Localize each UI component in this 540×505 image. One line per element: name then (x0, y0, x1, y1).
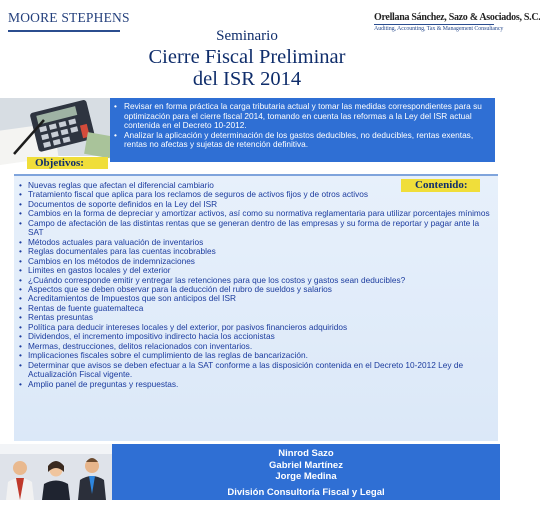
people-image (0, 444, 112, 500)
speaker-name: Ninrod Sazo (278, 448, 334, 459)
content-item: • Rentas de fuente guatemalteca (18, 304, 496, 313)
content-item: • Aspectos que se deben observar para la deducción del rubro de sueldos y salarios (18, 285, 496, 294)
objectives-label: Objetivos: (27, 157, 108, 169)
content-item: • Política para deducir intereses locales y del exterior, por pasivos financieros adquiridos (18, 323, 496, 332)
objective-item: • Analizar la aplicación y determinación de los gastos deducibles, no deducibles, rentas exentas, rentas no afectas y sujetas de retención definitiva. (114, 131, 489, 150)
seminar-kicker: Seminario (216, 28, 278, 44)
content-item: • Limites en gastos locales y del exterior (18, 266, 496, 275)
firm-logo (374, 12, 540, 32)
content-item: • Nuevas reglas que afectan el diferencial cambiario (18, 181, 496, 190)
contents-list (18, 181, 496, 389)
content-item: • Amplio panel de preguntas y respuestas. (18, 380, 496, 389)
content-item: • Cambios en los métodos de indemnizaciones (18, 257, 496, 266)
firm-tagline: Auditing, Accounting, Tax & Management Consultancy (374, 26, 504, 32)
content-item: • Rentas presuntas (18, 313, 496, 322)
content-item: • Métodos actuales para valuación de inventarios (18, 238, 496, 247)
speaker-name: Jorge Medina (275, 471, 337, 482)
speaker-name: Gabriel Martínez (269, 459, 343, 471)
logo-left-text: MOORE STEPHENS (8, 10, 130, 25)
content-item: • Documentos de soporte definidos en la Ley del ISR (18, 200, 496, 209)
contents-label: Contenido: (401, 179, 480, 192)
division-label: División Consultoría Fiscal y Legal (227, 487, 385, 498)
calculator-illustration (0, 98, 110, 156)
speakers-list (112, 444, 500, 483)
page-title-line2: del ISR 2014 (192, 68, 302, 90)
content-item: • Implicaciones fiscales sobre el cumplimiento de las reglas de bancarización. (18, 351, 496, 360)
calculator-image (0, 98, 110, 156)
objective-item: • Revisar en forma práctica la carga tributaria actual y tomar las medidas correspondientes para su optimización para el cierre fiscal 2014, tomando en cuenta las reformas a la Ley del ISR actual contenida en el Decreto 10-2012. (114, 102, 489, 131)
content-item: • Cambios en la forma de depreciar y amortizar activos, así como su normativa reglamentaria para utilizar porcentajes mínimos (18, 209, 496, 218)
content-item: • ¿Cuándo corresponde emitir y entregar las retenciones para que los costos y gastos sean deducibles? (18, 276, 496, 285)
objectives-list (114, 102, 489, 150)
content-item: • Determinar que avisos se deben efectuar a la SAT conforme a las disposición contenida en el Decreto 10-2012 Ley de Actualización Fiscal vigente. (18, 361, 496, 380)
people-illustration (0, 444, 112, 500)
title-block (120, 26, 374, 90)
content-item: • Mermas, destrucciones, delitos relacionados con inventarios. (18, 342, 496, 351)
content-item: • Acreditamientos de Impuestos que son anticipos del ISR (18, 294, 496, 303)
moore-stephens-logo (8, 10, 130, 32)
page-title-line1: Cierre Fiscal Preliminar (148, 46, 346, 68)
content-item: • Dividendos, el incremento impositivo indirecto hacia los accionistas (18, 332, 496, 341)
content-item: • Tratamiento fiscal que aplica para los reclamos de seguros de activos fijos y de otros activos (18, 190, 496, 199)
objectives-band (110, 98, 495, 162)
firm-name: Orellana Sánchez, Sazo & Asociados, S.C. (374, 12, 540, 23)
content-item: • Campo de afectación de las distintas rentas que se generan dentro de las empresas y su forma de reportar y pagar ante la SAT (18, 219, 496, 238)
content-item: • Reglas documentales para las cuentas incobrables (18, 247, 496, 256)
